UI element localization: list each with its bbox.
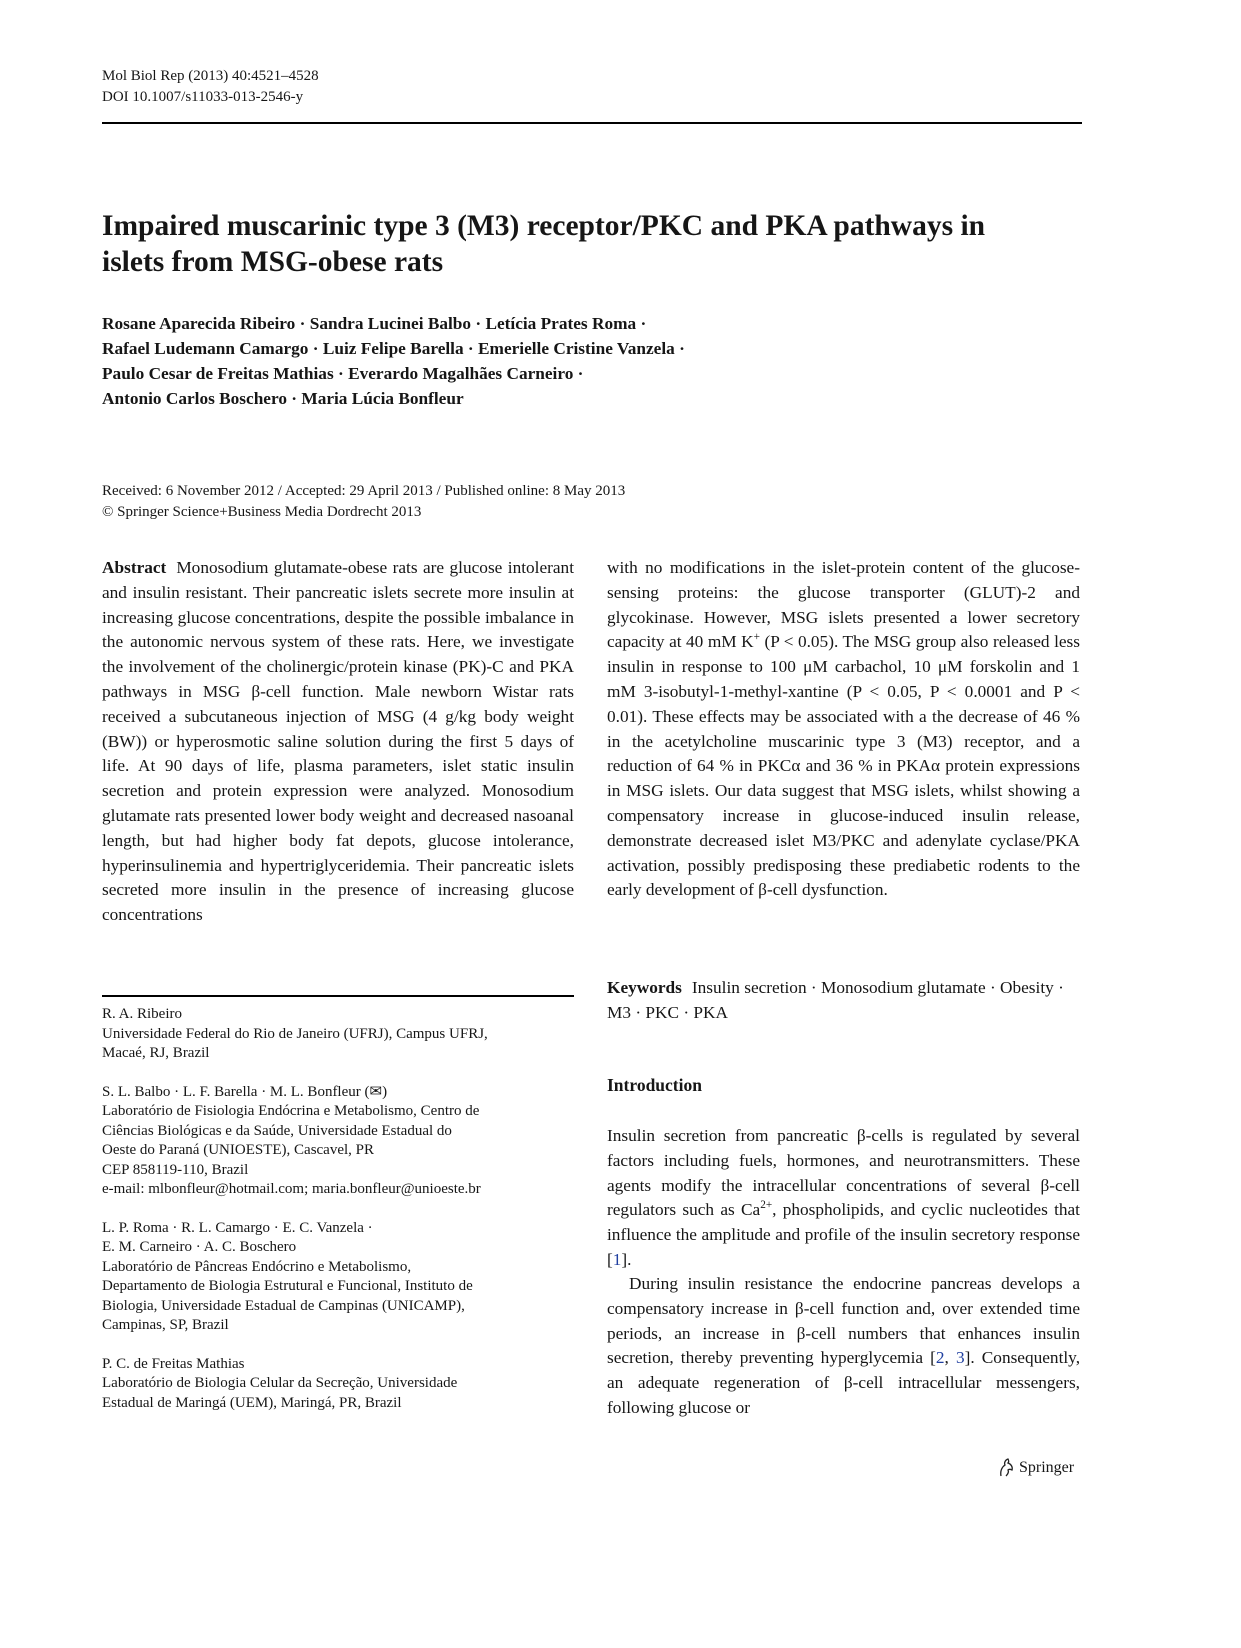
citation-link[interactable]: 2 [935,1348,945,1368]
copyright-line: © Springer Science+Business Media Dordrecht 2013 [102,504,422,520]
journal-header [102,66,319,108]
keywords-label: Keywords [607,978,682,997]
dates-line: Received: 6 November 2012 / Accepted: 29 April 2013 / Published online: 8 May 2013 [102,483,626,499]
citation-link[interactable]: 1 [612,1249,622,1269]
abstract-label: Abstract [102,558,167,577]
affiliation-line: Biologia, Universidade Estadual de Campinas (UNICAMP), [102,1297,465,1314]
article-title: Impaired muscarinic type 3 (M3) receptor/PKC and PKA pathways in islets from MSG-obese rats [102,210,986,278]
author-line: Antonio Carlos Boschero · Maria Lúcia Bonfleur [102,389,464,408]
keywords-text: Insulin secretion · Monosodium glutamate · Obesity · M3 · PKC · PKA [607,978,1064,1022]
affiliation-line: Estadual de Maringá (UEM), Maringá, PR, Brazil [102,1394,402,1411]
affiliation-line: P. C. de Freitas Mathias [102,1355,245,1372]
abstract-text-cont: with no modifications in the islet-protein content of the glucose-sensing proteins: the glucose transporter (GLUT)-2 and glycokinase. However, MSG islets presented a lower secretory capacity at 40 mM K [607,558,1080,652]
author-line: Paulo Cesar de Freitas Mathias · Everardo Magalhães Carneiro · [102,364,584,383]
keywords [607,976,1080,1026]
abstract-column-right [607,556,1080,903]
affiliation-block [102,1355,574,1414]
introduction-paragraph [607,1124,1080,1273]
author-list [102,311,902,411]
email-line[interactable]: e-mail: mlbonfleur@hotmail.com; maria.bonfleur@unioeste.br [102,1181,481,1197]
header-rule [102,122,1082,124]
citation-link[interactable]: 3 [955,1348,965,1368]
affiliation-line: Laboratório de Biologia Celular da Secreção, Universidade [102,1375,458,1391]
paragraph-text: ]. [621,1249,632,1269]
paragraph-text: ]. Consequently, an adequate regeneration of β-cell intracellular messengers, following glucose or [607,1348,1081,1417]
doi[interactable]: DOI 10.1007/s11033-013-2546-y [102,89,304,105]
affiliations [102,1005,574,1432]
abstract-column-left [102,556,574,928]
affiliation-block [102,1219,574,1336]
publisher-logo [997,1458,1074,1478]
abstract-text: Monosodium glutamate-obese rats are glucose intolerant and insulin resistant. Their pancreatic islets secrete more insulin at increasing glucose concentrations, despite the possible imbalance in the autonomic nervous system of these rats. Here, we investigate the involvement of the cholinergic/protein kinase (PK)-C and PKA pathways in MSG β-cell function. Male newborn Wistar rats received a subcutaneous injection of MSG (4 g/kg body weight (BW)) or hyperosmotic saline solution during the first 5 days of life. At 90 days of life, plasma parameters, islet static insulin secretion and protein expression were analyzed. Monosodium glutamate rats presented lower body weight and decreased nasoanal length, but had higher body fat depots, glucose intolerance, hyperinsulinemia and hypertriglyceridemia. Their pancreatic islets secreted more insulin in the presence of increasing glucose concentrations [102,558,574,925]
paragraph-text: Insulin secretion from pancreatic β-cells is regulated by several factors including fuels, hormones, and neurotransmitters. These agents modify the intracellular concentrations of several β-cell regulators such as Ca [607,1126,1080,1220]
affiliation-line: Laboratório de Fisiologia Endócrina e Metabolismo, Centro de [102,1103,480,1119]
paragraph-text: , phospholipids, and cyclic nucleotides that influence the amplitude and profile of the insulin secretory response [ [607,1200,1080,1269]
superscript: + [753,631,760,644]
journal-citation: Mol Biol Rep (2013) 40:4521–4528 [102,68,319,84]
abstract-text-cont: (P < 0.05). The MSG group also released less insulin in response to 100 μM carbachol, 10 μM forskolin and 1 mM 3-isobutyl-1-methyl-xantine (P < 0.05, P < 0.0001 and P < 0.01). These effects may be associated with a the decrease of 46 % in the acetylcholine muscarinic type 3 (M3) receptor, and a reduction of 64 % in PKCα and 36 % in PKAα protein expressions in MSG islets. Our data suggest that MSG islets, whilst showing a compensatory increase in glucose-induced insulin release, demonstrate decreased islet M3/PKC and adenylate cyclase/PKA activation, possibly predisposing these prediabetic rodents to the early development of β-cell dysfunction. [607,632,1080,900]
superscript: 2+ [760,1199,773,1212]
affiliation-line: Ciências Biológicas e da Saúde, Universidade Estadual do [102,1122,452,1139]
affiliation-line: R. A. Ribeiro [102,1006,183,1022]
affiliation-line: Universidade Federal do Rio de Janeiro (UFRJ), Campus UFRJ, [102,1025,488,1042]
affiliation-line: Departamento de Biologia Estrutural e Funcional, Instituto de [102,1278,473,1294]
paragraph-text: During insulin resistance the endocrine pancreas develops a compensatory increase in β-cell function and, over extended time periods, an increase in β-cell numbers that enhances insulin secretion, thereby preventing hyperglycemia [ [607,1274,1080,1368]
paragraph-text: , [944,1348,956,1368]
affiliation-line: Macaé, RJ, Brazil [102,1045,210,1061]
springer-horse-icon [997,1458,1015,1478]
affiliation-block [102,1083,574,1200]
introduction-paragraph [607,1272,1080,1421]
affiliation-rule [102,995,574,997]
affiliation-line: Campinas, SP, Brazil [102,1317,229,1333]
author-line: Rosane Aparecida Ribeiro · Sandra Lucinei Balbo · Letícia Prates Roma · [102,314,647,333]
affiliation-line: Oeste do Paraná (UNIOESTE), Cascavel, PR [102,1142,375,1158]
author-line: Rafael Ludemann Camargo · Luiz Felipe Barella · Emerielle Cristine Vanzela · [102,339,685,358]
affiliation-line: S. L. Balbo · L. F. Barella · M. L. Bonfleur (✉) [102,1083,388,1100]
affiliation-line: L. P. Roma · R. L. Camargo · E. C. Vanzela · [102,1219,373,1236]
publication-dates [102,481,625,523]
publisher-name: Springer [1019,1459,1075,1476]
affiliation-line: CEP 858119-110, Brazil [102,1161,249,1178]
affiliation-line: E. M. Carneiro · A. C. Boschero [102,1239,297,1255]
affiliation-block [102,1005,574,1064]
introduction-heading: Introduction [607,1075,702,1095]
affiliation-line: Laboratório de Pâncreas Endócrino e Metabolismo, [102,1258,412,1275]
